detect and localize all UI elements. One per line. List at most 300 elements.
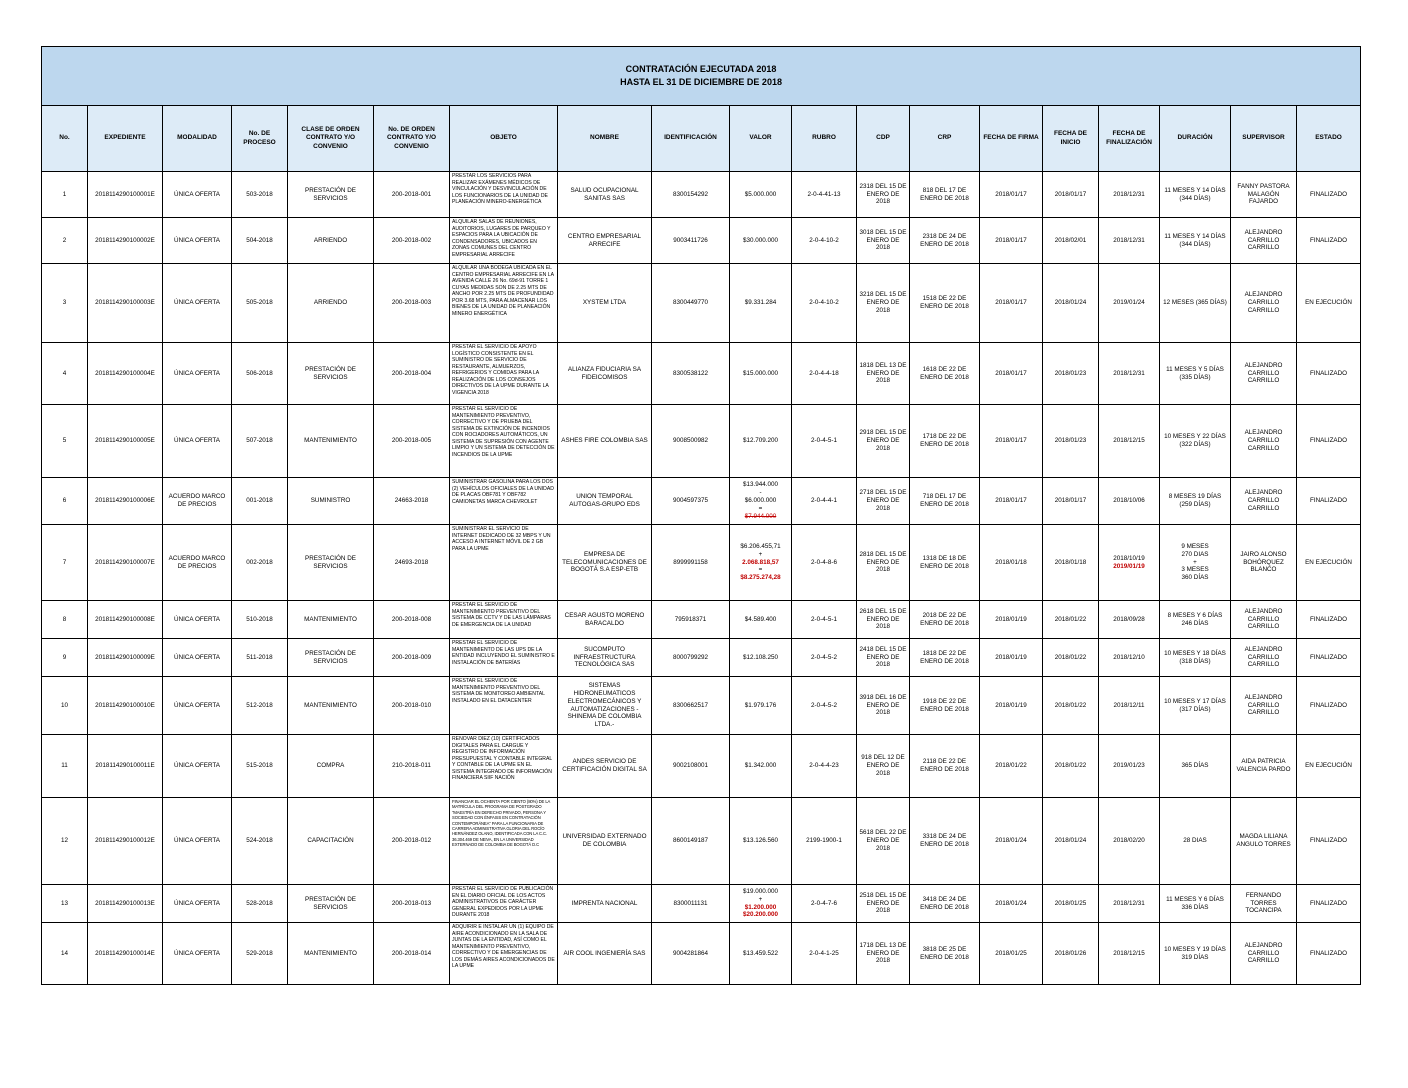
cell-firma: 2018/01/17 xyxy=(980,343,1043,405)
cell-proceso: 002-2018 xyxy=(232,525,288,601)
cell-identificacion: 8300449770 xyxy=(652,264,730,343)
column-header-fin: FECHA DE FINALIZACIÓN xyxy=(1099,106,1160,172)
cell-inicio: 2018/02/01 xyxy=(1043,218,1099,264)
cell-rubro: 2-0-4-41-13 xyxy=(792,172,857,218)
cell-objeto: PRESTAR EL SERVICIO DE MANTENIMIENTO DE LAS UPS DE LA ENTIDAD INCLUYENDO EL SUMINISTRO E INSTALACIÓN DE BATERÍAS xyxy=(450,639,558,677)
cell-expediente: 2018114290100011E xyxy=(88,735,163,798)
cell-orden: 200-2018-003 xyxy=(374,264,450,343)
cell-crp: 2018 DE 22 DE ENERO DE 2018 xyxy=(910,601,980,639)
table-row xyxy=(42,601,1361,639)
cell-firma: 2018/01/17 xyxy=(980,405,1043,478)
table-row xyxy=(42,923,1361,985)
cell-modalidad: ÚNICA OFERTA xyxy=(163,677,232,735)
cell-expediente: 2018114290100007E xyxy=(88,525,163,601)
cell-objeto: PRESTAR LOS SERVICIOS PARA REALIZAR EXÁMENES MÉDICOS DE VINCULACIÓN Y DESVINCULACIÓN DE LOS FUNCIONARIOS DE LA UNIDAD DE PLANEACIÓN MINERO-ENERGÉTICA xyxy=(450,172,558,218)
cell-no: 13 xyxy=(42,885,88,923)
cell-valor: $12.108.250 xyxy=(730,639,792,677)
cell-firma: 2018/01/22 xyxy=(980,735,1043,798)
cell-objeto: RENOVAR DIEZ (10) CERTIFICADOS DIGITALES PARA EL CARGUE Y REGISTRO DE INFORMACIÓN PRESUPUESTAL Y CONTABLE INTEGRAL Y CONTABLE DE LA UPME EN EL SISTEMA INTEGRADO DE INFORMACIÓN FINANCIERA SIIF NACIÓN xyxy=(450,735,558,798)
cell-crp: 3318 DE 24 DE ENERO DE 2018 xyxy=(910,798,980,885)
cell-expediente: 2018114290100012E xyxy=(88,798,163,885)
cell-valor xyxy=(730,885,792,923)
cell-proceso: 512-2018 xyxy=(232,677,288,735)
cell-no: 3 xyxy=(42,264,88,343)
cell-valor-line: = xyxy=(758,504,763,512)
cell-valor: $5.000.000 xyxy=(730,172,792,218)
cell-orden: 200-2018-004 xyxy=(374,343,450,405)
cell-fin-line: 2018/10/19 xyxy=(1113,554,1145,562)
cell-identificacion: 9002108001 xyxy=(652,735,730,798)
cell-valor-line: + xyxy=(758,550,763,558)
cell-inicio: 2018/01/26 xyxy=(1043,923,1099,985)
cell-cdp: 2618 DEL 15 DE ENERO DE 2018 xyxy=(857,601,910,639)
cell-valor-line: $20.200.000 xyxy=(742,911,779,919)
cell-clase: PRESTACIÓN DE SERVICIOS xyxy=(288,885,374,923)
cell-cdp: 2818 DEL 15 DE ENERO DE 2018 xyxy=(857,525,910,601)
cell-fin: 2018/12/31 xyxy=(1099,885,1160,923)
column-header-crp: CRP xyxy=(910,106,980,172)
cell-supervisor: FANNY PASTORA MALAGÓN FAJARDO xyxy=(1231,172,1297,218)
cell-fin: 2018/02/20 xyxy=(1099,798,1160,885)
cell-nombre: SALUD OCUPACIONAL SANITAS SAS xyxy=(558,172,652,218)
cell-firma: 2018/01/19 xyxy=(980,601,1043,639)
cell-objeto: ADQUIRIR E INSTALAR UN (1) EQUIPO DE AIRE ACONDICIONADO EN LA SALA DE JUNTAS DE LA ENTIDAD, ASÍ COMO EL MANTENIMIENTO PREVENTIVO, CORRECTIVO Y DE EMERGENCIAS DE LOS DEMÁS AIRES ACONDICIONADOS DE LA UPME xyxy=(450,923,558,985)
cell-inicio: 2018/01/22 xyxy=(1043,677,1099,735)
cell-no: 10 xyxy=(42,677,88,735)
cell-expediente: 2018114290100005E xyxy=(88,405,163,478)
cell-duracion-line: 360 DÍAS xyxy=(1181,574,1209,582)
cell-orden: 200-2018-001 xyxy=(374,172,450,218)
cell-modalidad: ACUERDO MARCO DE PRECIOS xyxy=(163,525,232,601)
cell-inicio: 2018/01/24 xyxy=(1043,798,1099,885)
table-row xyxy=(42,172,1361,218)
cell-valor: $1.979.176 xyxy=(730,677,792,735)
cell-objeto: SUMINISTRAR EL SERVICIO DE INTERNET DEDICADO DE 32 MBPS Y UN ACCESO A INTERNET MÓVIL DE 2 GB PARA LA UPME xyxy=(450,525,558,601)
cell-identificacion: 8300662517 xyxy=(652,677,730,735)
cell-objeto: PRESTAR EL SERVICIO DE MANTENIMIENTO PREVENTIVO DEL SISTEMA DE CCTV Y DE LAS LÁMPARAS DE EMERGENCIA DE LA UNIDAD xyxy=(450,601,558,639)
cell-orden: 200-2018-005 xyxy=(374,405,450,478)
table-row xyxy=(42,798,1361,885)
cell-objeto: PRESTAR EL SERVICIO DE MANTENIMIENTO PREVENTIVO DEL SISTEMA DE MONITOREO AMBIENTAL INSTALADO EN EL DATACENTER xyxy=(450,677,558,735)
column-header-proceso: No. DE PROCESO xyxy=(232,106,288,172)
cell-identificacion: 8999991158 xyxy=(652,525,730,601)
cell-proceso: 511-2018 xyxy=(232,639,288,677)
cell-modalidad: ÚNICA OFERTA xyxy=(163,601,232,639)
cell-objeto: PRESTAR EL SERVICIO DE APOYO LOGÍSTICO CONSISTENTE EN EL SUMINISTRO DE SERVICIO DE RESTAURANTE, ALMUERZOS, REFRIGERIOS Y COMIDAS PARA LA REALIZACIÓN DE LOS CONSEJOS DIRECTIVOS DE LA UPME DURANTE LA VIGENCIA 2018 xyxy=(450,343,558,405)
cell-cdp: 2418 DEL 15 DE ENERO DE 2018 xyxy=(857,639,910,677)
column-header-cdp: CDP xyxy=(857,106,910,172)
column-header-orden: No. DE ORDEN CONTRATO Y/O CONVENIO xyxy=(374,106,450,172)
cell-supervisor: ALEJANDRO CARRILLO CARRILLO xyxy=(1231,677,1297,735)
table-row xyxy=(42,735,1361,798)
cell-valor-line: $1.200.000 xyxy=(744,903,777,911)
report-title-line-2: HASTA EL 31 DE DICIEMBRE DE 2018 xyxy=(620,77,782,87)
cell-valor: $30.000.000 xyxy=(730,218,792,264)
cell-orden: 200-2018-009 xyxy=(374,639,450,677)
cell-proceso: 524-2018 xyxy=(232,798,288,885)
cell-clase: PRESTACIÓN DE SERVICIOS xyxy=(288,343,374,405)
cell-crp: 3418 DE 24 DE ENERO DE 2018 xyxy=(910,885,980,923)
cell-no: 14 xyxy=(42,923,88,985)
cell-expediente: 2018114290100008E xyxy=(88,601,163,639)
cell-identificacion: 8300538122 xyxy=(652,343,730,405)
cell-duracion: 11 MESES Y 14 DÍAS (344 DÍAS) xyxy=(1160,172,1231,218)
cell-rubro: 2-0-4-7-6 xyxy=(792,885,857,923)
cell-crp: 1918 DE 22 DE ENERO DE 2018 xyxy=(910,677,980,735)
table-row xyxy=(42,405,1361,478)
cell-modalidad: ÚNICA OFERTA xyxy=(163,639,232,677)
column-header-valor: VALOR xyxy=(730,106,792,172)
cell-supervisor: FERNANDO TORRES TOCANCIPA xyxy=(1231,885,1297,923)
cell-no: 11 xyxy=(42,735,88,798)
cell-duracion-line: + xyxy=(1193,558,1197,566)
cell-valor-line: 2.068.818,57 xyxy=(742,558,779,566)
cell-orden: 200-2018-002 xyxy=(374,218,450,264)
cell-rubro: 2-0-4-4-18 xyxy=(792,343,857,405)
cell-valor-line: $6.206.455,71 xyxy=(740,542,781,550)
cell-fin: 2018/12/31 xyxy=(1099,343,1160,405)
cell-cdp: 3918 DEL 16 DE ENERO DE 2018 xyxy=(857,677,910,735)
cell-crp: 818 DEL 17 DE ENERO DE 2018 xyxy=(910,172,980,218)
cell-estado: FINALIZADO xyxy=(1297,923,1361,985)
table-row xyxy=(42,525,1361,601)
cell-valor: $12.709.200 xyxy=(730,405,792,478)
cell-duracion-line: 3 MESES xyxy=(1181,566,1209,574)
cell-identificacion: 8300154292 xyxy=(652,172,730,218)
header-row xyxy=(42,106,1361,172)
cell-clase: MANTENIMIENTO xyxy=(288,923,374,985)
cell-identificacion: 8600149187 xyxy=(652,798,730,885)
cell-expediente: 2018114290100001E xyxy=(88,172,163,218)
cell-proceso: 504-2018 xyxy=(232,218,288,264)
contracts-table xyxy=(41,46,1361,985)
cell-fin: 2018/12/15 xyxy=(1099,405,1160,478)
cell-clase: SUMINISTRO xyxy=(288,478,374,525)
cell-fin: 2018/12/31 xyxy=(1099,172,1160,218)
cell-duracion: 11 MESES Y 14 DÍAS (344 DÍAS) xyxy=(1160,218,1231,264)
cell-expediente: 2018114290100003E xyxy=(88,264,163,343)
cell-rubro: 2199-1900-1 xyxy=(792,798,857,885)
cell-proceso: 510-2018 xyxy=(232,601,288,639)
cell-estado: FINALIZADO xyxy=(1297,172,1361,218)
column-header-rubro: RUBRO xyxy=(792,106,857,172)
cell-inicio: 2018/01/24 xyxy=(1043,264,1099,343)
cell-estado: FINALIZADO xyxy=(1297,218,1361,264)
cell-modalidad: ACUERDO MARCO DE PRECIOS xyxy=(163,478,232,525)
cell-proceso: 515-2018 xyxy=(232,735,288,798)
table-row xyxy=(42,639,1361,677)
cell-supervisor: ALEJANDRO CARRILLO CARRILLO xyxy=(1231,405,1297,478)
cell-valor: $13.459.522 xyxy=(730,923,792,985)
cell-rubro: 2-0-4-1-25 xyxy=(792,923,857,985)
cell-orden: 200-2018-012 xyxy=(374,798,450,885)
cell-supervisor: ALEJANDRO CARRILLO CARRILLO xyxy=(1231,639,1297,677)
cell-crp: 1618 DE 22 DE ENERO DE 2018 xyxy=(910,343,980,405)
cell-firma: 2018/01/17 xyxy=(980,264,1043,343)
table-row xyxy=(42,264,1361,343)
cell-fin: 2018/12/11 xyxy=(1099,677,1160,735)
cell-proceso: 529-2018 xyxy=(232,923,288,985)
cell-estado: EN EJECUCIÓN xyxy=(1297,735,1361,798)
cell-rubro: 2-0-4-4-1 xyxy=(792,478,857,525)
column-header-objeto: OBJETO xyxy=(450,106,558,172)
cell-inicio: 2018/01/25 xyxy=(1043,885,1099,923)
cell-modalidad: ÚNICA OFERTA xyxy=(163,264,232,343)
cell-rubro: 2-0-4-5-1 xyxy=(792,601,857,639)
cell-clase: MANTENIMIENTO xyxy=(288,405,374,478)
table-row xyxy=(42,677,1361,735)
cell-estado: FINALIZADO xyxy=(1297,405,1361,478)
column-header-estado: ESTADO xyxy=(1297,106,1361,172)
cell-no: 7 xyxy=(42,525,88,601)
cell-orden: 200-2018-014 xyxy=(374,923,450,985)
cell-modalidad: ÚNICA OFERTA xyxy=(163,735,232,798)
cell-nombre: ASHES FIRE COLOMBIA SAS xyxy=(558,405,652,478)
cell-nombre: ANDES SERVICIO DE CERTIFICACIÓN DIGITAL SA xyxy=(558,735,652,798)
column-header-supervisor: SUPERVISOR xyxy=(1231,106,1297,172)
cell-supervisor: ALEJANDRO CARRILLO CARRILLO xyxy=(1231,923,1297,985)
cell-valor: $9.331.284 xyxy=(730,264,792,343)
cell-no: 1 xyxy=(42,172,88,218)
cell-modalidad: ÚNICA OFERTA xyxy=(163,923,232,985)
cell-modalidad: ÚNICA OFERTA xyxy=(163,343,232,405)
cell-fin xyxy=(1099,525,1160,601)
cell-valor-line: $6.000.000 xyxy=(744,497,777,505)
cell-proceso: 503-2018 xyxy=(232,172,288,218)
cell-duracion: 10 MESES Y 17 DÍAS (317 DÍAS) xyxy=(1160,677,1231,735)
cell-nombre: SUCOMPUTO INFRAESTRUCTURA TECNOLÓGICA SAS xyxy=(558,639,652,677)
cell-valor: $1.342.000 xyxy=(730,735,792,798)
cell-cdp: 5618 DEL 22 DE ENERO DE 2018 xyxy=(857,798,910,885)
cell-valor-line: $13.944.000 xyxy=(742,481,779,489)
cell-firma: 2018/01/24 xyxy=(980,885,1043,923)
cell-no: 8 xyxy=(42,601,88,639)
cell-fin: 2018/12/10 xyxy=(1099,639,1160,677)
cell-rubro: 2-0-4-10-2 xyxy=(792,218,857,264)
table-row xyxy=(42,885,1361,923)
cell-fin: 2019/01/23 xyxy=(1099,735,1160,798)
cell-nombre: CESAR AGUSTO MORENO BARACALDO xyxy=(558,601,652,639)
column-header-firma: FECHA DE FIRMA xyxy=(980,106,1043,172)
cell-proceso: 505-2018 xyxy=(232,264,288,343)
cell-modalidad: ÚNICA OFERTA xyxy=(163,798,232,885)
cell-clase: MANTENIMIENTO xyxy=(288,677,374,735)
cell-objeto: PRESTAR EL SERVICIO DE MANTENIMIENTO PREVENTIVO, CORRECTIVO Y DE PRUEBA DEL SISTEMA DE EXTINCIÓN DE INCENDIOS CON ROCIADORES AUTOMÁTICOS, UN SISTEMA DE SUPRESIÓN CON AGENTE LIMPIO Y UN SISTEMA DE DETECCIÓN DE INCENDIOS DE LA UPME xyxy=(450,405,558,478)
cell-duracion: 11 MESES Y 5 DÍAS (335 DÍAS) xyxy=(1160,343,1231,405)
cell-firma: 2018/01/24 xyxy=(980,798,1043,885)
cell-objeto: ALQUILAR SALAS DE REUNIONES, AUDITORIOS, LUGARES DE PARQUEO Y ESPACIOS PARA LA UBICACIÓN DE CONDENSADORES, UBICADOS EN ZONAS COMUNES DEL CENTRO EMPRESARIAL ARRECIFE xyxy=(450,218,558,264)
cell-nombre: SISTEMAS HIDRONEUMATICOS ELECTROMECÁNICOS Y AUTOMATIZACIONES - SHINEMA DE COLOMBIA LTDA.- xyxy=(558,677,652,735)
cell-supervisor: ALEJANDRO CARRILLO CARRILLO xyxy=(1231,601,1297,639)
cell-estado: FINALIZADO xyxy=(1297,343,1361,405)
column-header-duracion: DURACIÓN xyxy=(1160,106,1231,172)
cell-valor-line: + xyxy=(758,895,763,903)
cell-modalidad: ÚNICA OFERTA xyxy=(163,885,232,923)
cell-no: 5 xyxy=(42,405,88,478)
report-title xyxy=(42,47,1361,106)
cell-nombre: EMPRESA DE TELECOMUNICACIONES DE BOGOTÁ S.A ESP-ETB xyxy=(558,525,652,601)
cell-clase: PRESTACIÓN DE SERVICIOS xyxy=(288,172,374,218)
cell-orden: 200-2018-010 xyxy=(374,677,450,735)
cell-duracion: 11 MESES Y 6 DÍAS 336 DÍAS xyxy=(1160,885,1231,923)
cell-identificacion: 795918371 xyxy=(652,601,730,639)
cell-rubro: 2-0-4-5-1 xyxy=(792,405,857,478)
cell-inicio: 2018/01/23 xyxy=(1043,405,1099,478)
cell-fin: 2018/12/31 xyxy=(1099,218,1160,264)
cell-crp: 718 DEL 17 DE ENERO DE 2018 xyxy=(910,478,980,525)
cell-firma: 2018/01/19 xyxy=(980,639,1043,677)
cell-nombre: IMPRENTA NACIONAL xyxy=(558,885,652,923)
cell-duracion-line: 9 MESES xyxy=(1181,542,1209,550)
cell-estado: FINALIZADO xyxy=(1297,677,1361,735)
cell-nombre: ALIANZA FIDUCIARIA SA FIDEICOMISOS xyxy=(558,343,652,405)
cell-proceso: 506-2018 xyxy=(232,343,288,405)
cell-expediente: 2018114290100014E xyxy=(88,923,163,985)
cell-fin: 2019/01/24 xyxy=(1099,264,1160,343)
cell-objeto: PRESTAR EL SERVICIO DE PUBLICACIÓN EN EL DIARIO OFICIAL DE LOS ACTOS ADMINISTRATIVOS DE CARÁCTER GENERAL EXPEDIDOS POR LA UPME DURANTE 2018 xyxy=(450,885,558,923)
cell-modalidad: ÚNICA OFERTA xyxy=(163,405,232,478)
cell-orden: 200-2018-013 xyxy=(374,885,450,923)
cell-clase: MANTENIMIENTO xyxy=(288,601,374,639)
cell-proceso: 528-2018 xyxy=(232,885,288,923)
cell-firma: 2018/01/19 xyxy=(980,677,1043,735)
cell-expediente: 2018114290100013E xyxy=(88,885,163,923)
cell-no: 2 xyxy=(42,218,88,264)
column-header-expediente: EXPEDIENTE xyxy=(88,106,163,172)
cell-cdp: 918 DEL 12 DE ENERO DE 2018 xyxy=(857,735,910,798)
cell-proceso: 001-2018 xyxy=(232,478,288,525)
cell-duracion-line: 270 DIAS xyxy=(1181,550,1209,558)
cell-valor-line: $8.275.274,28 xyxy=(740,574,781,582)
cell-fin: 2018/10/06 xyxy=(1099,478,1160,525)
cell-estado: FINALIZADO xyxy=(1297,885,1361,923)
cell-cdp: 1718 DEL 13 DE ENERO DE 2018 xyxy=(857,923,910,985)
cell-objeto: ALQUILAR UNA BODEGA UBICADA EN EL CENTRO EMPRESARIAL ARRECIFE EN LA AVENIDA CALLE 26 No. 69d-91 TORRE 1 CUYAS MEDIDAS SON DE 2.25 MTS DE ANCHO POR 2.25 MTS DE PROFUNDIDAD POR 3.68 MTS, PARA ALMACENAR LOS BIENES DE LA UNIDAD DE PLANEACIÓN MINERO ENERGÉTICA xyxy=(450,264,558,343)
cell-cdp: 2718 DEL 15 DE ENERO DE 2018 xyxy=(857,478,910,525)
cell-no: 6 xyxy=(42,478,88,525)
cell-valor: $13.126.560 xyxy=(730,798,792,885)
cell-supervisor: ALEJANDRO CARRILLO CARRILLO xyxy=(1231,343,1297,405)
cell-nombre: CENTRO EMPRESARIAL ARRECIFE xyxy=(558,218,652,264)
cell-valor: $4.589.400 xyxy=(730,601,792,639)
column-header-nombre: NOMBRE xyxy=(558,106,652,172)
cell-duracion: 12 MESES (365 DÍAS) xyxy=(1160,264,1231,343)
cell-clase: PRESTACIÓN DE SERVICIOS xyxy=(288,525,374,601)
cell-modalidad: ÚNICA OFERTA xyxy=(163,218,232,264)
cell-proceso: 507-2018 xyxy=(232,405,288,478)
cell-orden: 200-2018-008 xyxy=(374,601,450,639)
cell-orden: 24663-2018 xyxy=(374,478,450,525)
cell-nombre: AIR COOL INGENIERÍA SAS xyxy=(558,923,652,985)
cell-inicio: 2018/01/18 xyxy=(1043,525,1099,601)
cell-clase: ARRIENDO xyxy=(288,264,374,343)
cell-rubro: 2-0-4-5-2 xyxy=(792,639,857,677)
cell-clase: ARRIENDO xyxy=(288,218,374,264)
cell-cdp: 1818 DEL 13 DE ENERO DE 2018 xyxy=(857,343,910,405)
column-header-inicio: FECHA DE INICIO xyxy=(1043,106,1099,172)
column-header-identificacion: IDENTIFICACIÓN xyxy=(652,106,730,172)
cell-expediente: 2018114290100010E xyxy=(88,677,163,735)
cell-crp: 1718 DE 22 DE ENERO DE 2018 xyxy=(910,405,980,478)
column-header-no: No. xyxy=(42,106,88,172)
cell-cdp: 3218 DEL 15 DE ENERO DE 2018 xyxy=(857,264,910,343)
cell-modalidad: ÚNICA OFERTA xyxy=(163,172,232,218)
cell-fin: 2018/12/15 xyxy=(1099,923,1160,985)
cell-crp: 3818 DE 25 DE ENERO DE 2018 xyxy=(910,923,980,985)
cell-expediente: 2018114290100002E xyxy=(88,218,163,264)
cell-estado: EN EJECUCIÓN xyxy=(1297,525,1361,601)
cell-inicio: 2018/01/22 xyxy=(1043,601,1099,639)
cell-crp: 2118 DE 22 DE ENERO DE 2018 xyxy=(910,735,980,798)
cell-nombre: XYSTEM LTDA xyxy=(558,264,652,343)
cell-supervisor: AIDA PATRICIA VALENCIA PARDO xyxy=(1231,735,1297,798)
cell-duracion: 28 DIAS xyxy=(1160,798,1231,885)
cell-clase: COMPRA xyxy=(288,735,374,798)
cell-identificacion: 8300011131 xyxy=(652,885,730,923)
cell-valor-line: = xyxy=(758,566,763,574)
cell-duracion: 8 MESES 19 DÍAS (259 DÍAS) xyxy=(1160,478,1231,525)
cell-firma: 2018/01/18 xyxy=(980,525,1043,601)
cell-firma: 2018/01/25 xyxy=(980,923,1043,985)
cell-expediente: 2018114290100004E xyxy=(88,343,163,405)
cell-supervisor: ALEJANDRO CARRILLO CARRILLO xyxy=(1231,218,1297,264)
cell-cdp: 2518 DEL 15 DE ENERO DE 2018 xyxy=(857,885,910,923)
cell-firma: 2018/01/17 xyxy=(980,218,1043,264)
cell-cdp: 3018 DEL 15 DE ENERO DE 2018 xyxy=(857,218,910,264)
cell-duracion: 10 MESES Y 18 DÍAS (318 DÍAS) xyxy=(1160,639,1231,677)
cell-clase: CAPACITACIÓN xyxy=(288,798,374,885)
cell-identificacion: 9003411726 xyxy=(652,218,730,264)
cell-inicio: 2018/01/22 xyxy=(1043,639,1099,677)
cell-crp: 2318 DE 24 DE ENERO DE 2018 xyxy=(910,218,980,264)
cell-inicio: 2018/01/17 xyxy=(1043,478,1099,525)
cell-no: 12 xyxy=(42,798,88,885)
cell-no: 4 xyxy=(42,343,88,405)
cell-rubro: 2-0-4-8-6 xyxy=(792,525,857,601)
cell-fin-line: 2019/01/19 xyxy=(1113,562,1145,570)
table-body xyxy=(42,172,1361,985)
cell-fin: 2018/09/28 xyxy=(1099,601,1160,639)
cell-valor xyxy=(730,525,792,601)
column-header-clase: CLASE DE ORDEN CONTRATO Y/O CONVENIO xyxy=(288,106,374,172)
cell-identificacion: 8000799292 xyxy=(652,639,730,677)
cell-crp: 1318 DE 18 DE ENERO DE 2018 xyxy=(910,525,980,601)
table-row xyxy=(42,218,1361,264)
cell-cdp: 2918 DEL 15 DE ENERO DE 2018 xyxy=(857,405,910,478)
cell-supervisor: JAIRO ALONSO BOHÓRQUEZ BLANCO xyxy=(1231,525,1297,601)
cell-no: 9 xyxy=(42,639,88,677)
cell-valor xyxy=(730,478,792,525)
cell-objeto: SUMINISTRAR GASOLINA PARA LOS DOS (2) VEHÍCULOS OFICIALES DE LA UNIDAD DE PLACAS OBF781 Y OBF782 CAMIONETAS MARCA CHEVROLET xyxy=(450,478,558,525)
cell-duracion: 10 MESES Y 19 DÍAS 319 DÍAS xyxy=(1160,923,1231,985)
cell-supervisor: MAGDA LILIANA ANGULO TORRES xyxy=(1231,798,1297,885)
cell-supervisor: ALEJANDRO CARRILLO CARRILLO xyxy=(1231,478,1297,525)
cell-expediente: 2018114290100009E xyxy=(88,639,163,677)
cell-identificacion: 9004281864 xyxy=(652,923,730,985)
cell-identificacion: 9008500982 xyxy=(652,405,730,478)
cell-crp: 1818 DE 22 DE ENERO DE 2018 xyxy=(910,639,980,677)
cell-identificacion: 9004597375 xyxy=(652,478,730,525)
cell-estado: FINALIZADO xyxy=(1297,639,1361,677)
cell-rubro: 2-0-4-5-2 xyxy=(792,677,857,735)
cell-duracion: 10 MESES Y 22 DÍAS (322 DÍAS) xyxy=(1160,405,1231,478)
cell-inicio: 2018/01/22 xyxy=(1043,735,1099,798)
cell-cdp: 2318 DEL 15 DE ENERO DE 2018 xyxy=(857,172,910,218)
cell-firma: 2018/01/17 xyxy=(980,478,1043,525)
table-row xyxy=(42,478,1361,525)
cell-inicio: 2018/01/17 xyxy=(1043,172,1099,218)
cell-estado: FINALIZADO xyxy=(1297,601,1361,639)
